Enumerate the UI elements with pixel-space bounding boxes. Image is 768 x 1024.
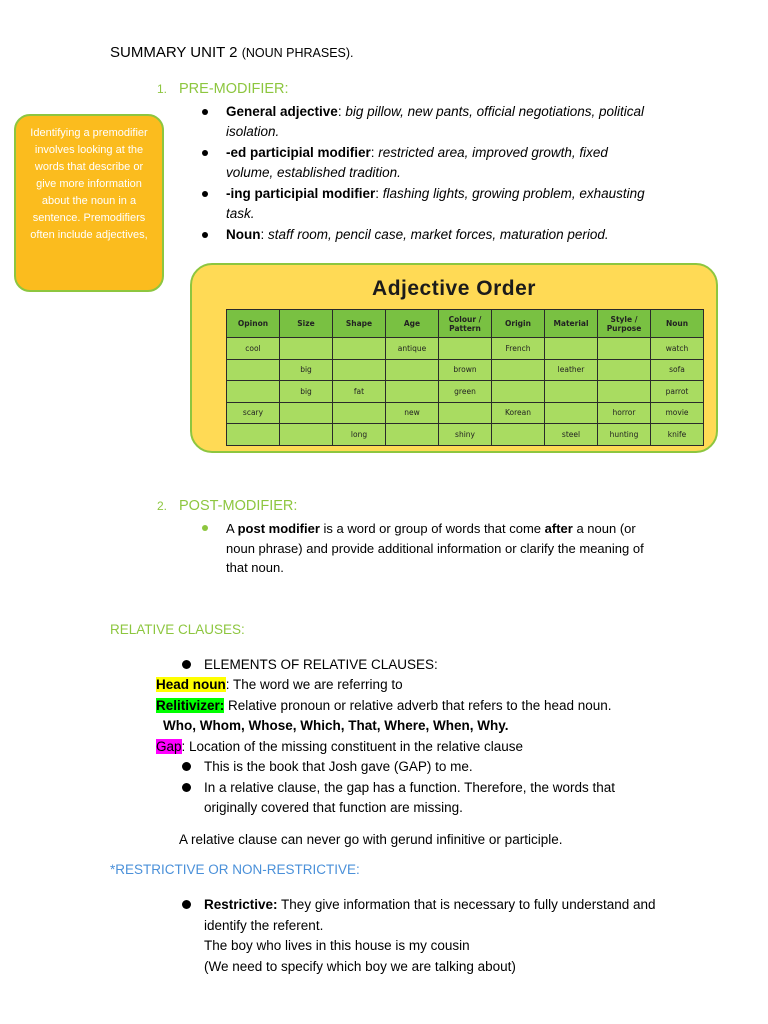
section-heading: PRE-MODIFIER: [179, 81, 289, 97]
column-header: Age [386, 310, 439, 338]
restrictive-explanation: (We need to specify which boy we are talking about) [204, 958, 516, 974]
list-item: This is the book that Josh gave (GAP) to me. [180, 757, 650, 778]
column-header: Shape [333, 310, 386, 338]
table-cell [545, 338, 598, 360]
table-cell: sofa [651, 359, 704, 381]
table-cell [598, 359, 651, 381]
postmodifier-heading [157, 497, 297, 515]
table-cell [280, 402, 333, 424]
table-cell: scary [227, 402, 280, 424]
table-row [227, 424, 704, 446]
list-item: -ing participial modifier: flashing lights, growing problem, exhausting task. [200, 184, 645, 224]
column-header: Noun [651, 310, 704, 338]
table-cell: leather [545, 359, 598, 381]
table-cell [280, 424, 333, 446]
list-item: Noun: staff room, pencil case, market forces, maturation period. [200, 225, 645, 245]
table-cell [492, 424, 545, 446]
premodifier-heading [157, 80, 289, 98]
table-cell: big [280, 359, 333, 381]
relative-bullets [180, 757, 650, 819]
gap-label: Gap [156, 738, 182, 754]
head-noun-line: Head noun: The word we are referring to [156, 677, 403, 692]
list-item: A post modifier is a word or group of words that come after a noun (or noun phrase) and provide additional information or clarify the meaning of that noun. [200, 519, 660, 578]
adjective-order-card [190, 263, 718, 453]
table-cell [280, 338, 333, 360]
table-cell: French [492, 338, 545, 360]
table-cell: antique [386, 338, 439, 360]
table-cell: fat [333, 381, 386, 403]
column-header: Opinon [227, 310, 280, 338]
table-cell: steel [545, 424, 598, 446]
table-cell [545, 402, 598, 424]
title-main: SUMMARY UNIT 2 [110, 44, 238, 61]
column-header: Size [280, 310, 333, 338]
restrictive-example: The boy who lives in this house is my cousin [204, 938, 470, 953]
table-cell: green [439, 381, 492, 403]
table-cell: watch [651, 338, 704, 360]
table-cell [386, 359, 439, 381]
column-header: Origin [492, 310, 545, 338]
asterisk: * [110, 862, 116, 877]
table-cell: knife [651, 424, 704, 446]
list-item: ELEMENTS OF RELATIVE CLAUSES: [180, 655, 438, 676]
column-header: Material [545, 310, 598, 338]
table-cell [545, 381, 598, 403]
table-cell [492, 381, 545, 403]
table-cell [492, 359, 545, 381]
restrictive-heading: *RESTRICTIVE OR NON-RESTRICTIVE: [110, 862, 360, 877]
relativizer-label: Relitivizer: [156, 697, 225, 713]
table-cell: hunting [598, 424, 651, 446]
table-header-row [227, 310, 704, 338]
table-cell: parrot [651, 381, 704, 403]
table-cell [333, 402, 386, 424]
list-item: -ed participial modifier: restricted area, improved growth, fixed volume, established tradition. [200, 143, 645, 183]
premodifier-note-box: Identifying a premodifier involves looking at the words that describe or give more information about the noun in a sentence. Premodifiers often include adjectives, [14, 114, 164, 292]
document-title [110, 44, 354, 61]
section-number: 2. [157, 499, 168, 513]
list-item: General adjective: big pillow, new pants, official negotiations, political isolation. [200, 102, 645, 142]
table-cell [333, 359, 386, 381]
table-cell [227, 381, 280, 403]
table-cell: Korean [492, 402, 545, 424]
table-cell: big [280, 381, 333, 403]
relative-clause-note: A relative clause can never go with gerund infinitive or participle. [179, 832, 563, 847]
table-cell: cool [227, 338, 280, 360]
adjective-order-title: Adjective Order [372, 277, 536, 300]
column-header: Colour / Pattern [439, 310, 492, 338]
table-row [227, 359, 704, 381]
table-cell [227, 359, 280, 381]
relative-clauses-heading: RELATIVE CLAUSES: [110, 622, 245, 637]
column-header: Style / Purpose [598, 310, 651, 338]
section-heading: POST-MODIFIER: [179, 498, 298, 514]
postmodifier-definition [200, 519, 660, 578]
table-cell: new [386, 402, 439, 424]
restrictive-definition [180, 895, 660, 977]
table-cell: shiny [439, 424, 492, 446]
table-cell [439, 402, 492, 424]
title-sub: (NOUN PHRASES). [241, 46, 354, 60]
table-row [227, 338, 704, 360]
section-number: 1. [157, 82, 168, 96]
table-row [227, 402, 704, 424]
table-cell: long [333, 424, 386, 446]
table-cell [386, 381, 439, 403]
table-cell [386, 424, 439, 446]
table-row [227, 381, 704, 403]
table-cell [439, 338, 492, 360]
head-noun-label: Head noun [156, 677, 226, 692]
table-cell: horror [598, 402, 651, 424]
table-cell [598, 381, 651, 403]
table-cell [333, 338, 386, 360]
premodifier-list [200, 102, 645, 246]
table-cell [227, 424, 280, 446]
table-cell: movie [651, 402, 704, 424]
relativizer-line: Relitivizer: Relative pronoun or relative adverb that refers to the head noun. [156, 697, 612, 713]
gap-line: Gap: Location of the missing constituent in the relative clause [156, 738, 523, 754]
list-item: In a relative clause, the gap has a function. Therefore, the words that originally covered that function are missing. [180, 778, 650, 819]
relative-pronouns: Who, Whom, Whose, Which, That, Where, When, Why. [163, 718, 509, 733]
list-item: Restrictive: They give information that is necessary to fully understand and identify the referent. [180, 895, 660, 936]
table-cell: brown [439, 359, 492, 381]
table-cell [598, 338, 651, 360]
relative-elements-definitions [156, 675, 676, 757]
adjective-order-table [226, 309, 704, 446]
